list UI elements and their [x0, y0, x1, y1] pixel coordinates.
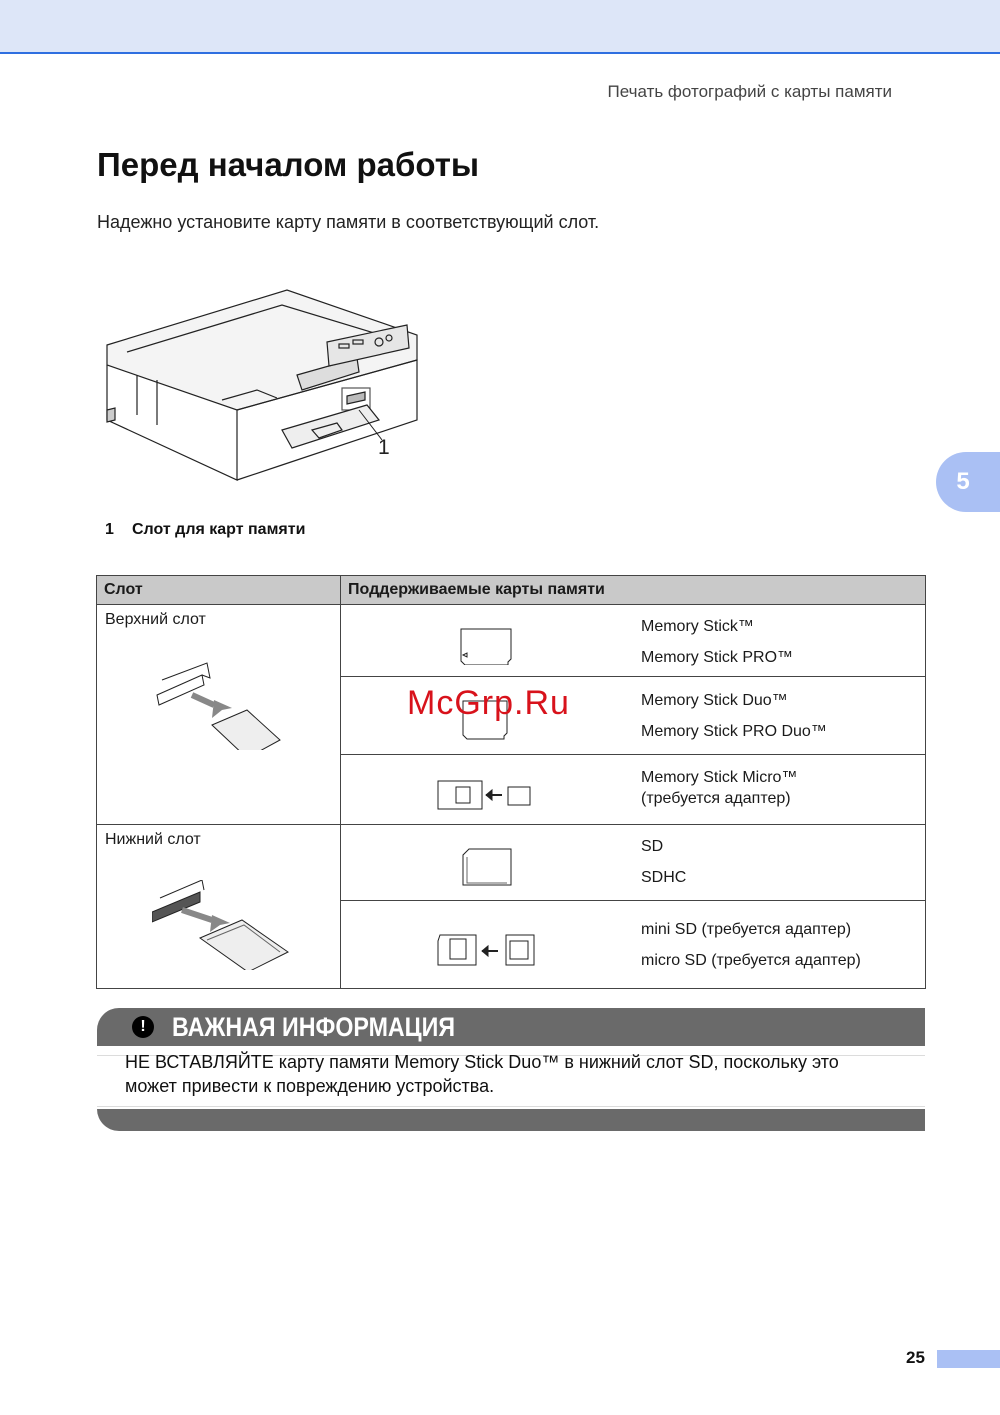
card-name: Memory Stick PRO™ — [641, 649, 794, 666]
card-name: Memory Stick Micro™ — [641, 769, 798, 786]
top-band — [0, 0, 1000, 54]
notice-line: НЕ ВСТАВЛЯЙТЕ карту памяти Memory Stick Duo™ в нижний слот SD, поскольку это — [125, 1052, 839, 1072]
header-slot: Слот — [97, 576, 341, 605]
mini-micro-sd-adapter-icon — [436, 931, 536, 969]
exclamation-icon: ! — [132, 1016, 154, 1038]
important-notice-title: ВАЖНАЯ ИНФОРМАЦИЯ — [172, 1012, 456, 1042]
table-row — [97, 825, 926, 901]
figure-callout-1: 1 — [378, 436, 390, 459]
memory-stick-micro-adapter-icon — [436, 777, 536, 811]
card-name: Memory Stick Duo™ — [641, 692, 788, 709]
page-tab — [937, 1350, 1000, 1368]
card-name: micro SD (требуется адаптер) — [641, 952, 861, 969]
card-row-memory-stick — [341, 605, 926, 677]
table-row — [97, 605, 926, 677]
sd-card-icon — [461, 847, 513, 887]
header-supported-cards: Поддерживаемые карты памяти — [341, 576, 926, 605]
upper-slot-cell — [97, 605, 341, 825]
card-row-mini-micro-sd — [341, 901, 926, 989]
card-row-memory-stick-micro — [341, 755, 926, 825]
lower-slot-insert-illustration — [152, 880, 292, 970]
intro-text: Надежно установите карту памяти в соответствующий слот. — [97, 212, 600, 232]
running-header: Печать фотографий с карты памяти — [607, 82, 892, 101]
page-title: Перед началом работы — [97, 146, 480, 183]
upper-slot-name: Верхний слот — [105, 611, 206, 628]
important-notice-footer — [97, 1109, 925, 1131]
page-number: 25 — [906, 1348, 925, 1367]
memory-card-table — [96, 575, 926, 989]
card-name: (требуется адаптер) — [641, 790, 791, 807]
upper-slot-insert-illustration — [152, 660, 292, 750]
card-name: SDHC — [641, 869, 687, 886]
watermark: McGrp.Ru — [407, 684, 570, 722]
card-row-sd — [341, 825, 926, 901]
card-name: Memory Stick PRO Duo™ — [641, 723, 827, 740]
notice-rule — [97, 1106, 925, 1107]
table-header-row — [97, 576, 926, 605]
caption-number: 1 — [105, 521, 114, 538]
chapter-tab: 5 — [936, 452, 1000, 512]
memory-stick-icon — [459, 627, 515, 665]
caption-text: Слот для карт памяти — [132, 521, 306, 538]
figure-caption — [105, 521, 305, 539]
notice-line: может привести к повреждению устройства. — [125, 1076, 495, 1096]
card-name: Memory Stick™ — [641, 618, 754, 635]
lower-slot-cell — [97, 825, 341, 989]
card-name: SD — [641, 838, 664, 855]
card-name: mini SD (требуется адаптер) — [641, 921, 852, 938]
important-notice-body — [125, 1050, 915, 1098]
printer-illustration — [97, 280, 427, 500]
lower-slot-name: Нижний слот — [105, 831, 201, 848]
important-notice-header — [97, 1008, 925, 1046]
